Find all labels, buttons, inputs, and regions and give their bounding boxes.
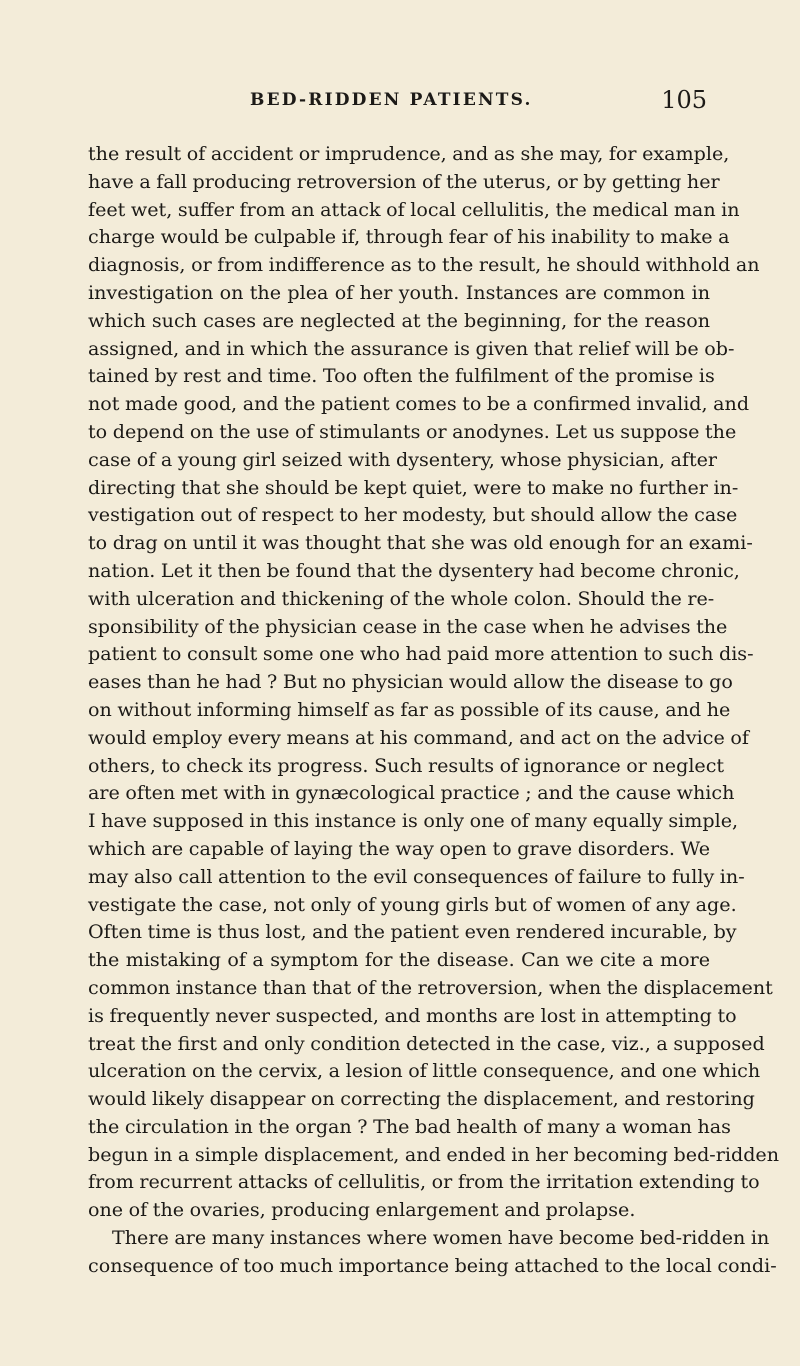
text-line: case of a young girl seized with dysentery, whose physician, after — [88, 447, 718, 471]
text-line: vestigate the case, not only of young girls but of women of any age. — [88, 892, 737, 916]
text-line: nation. Let it then be found that the dysentery had become chronic, — [88, 558, 740, 582]
running-title: BED-RIDDEN PATIENTS. — [250, 90, 533, 110]
text-line: directing that she should be kept quiet, were to make no further in- — [88, 475, 739, 499]
text-line: with ulceration and thickening of the whole colon. Should the re- — [88, 586, 715, 610]
text-line: have a fall producing retroversion of the uterus, or by getting her — [88, 169, 720, 193]
text-line: assigned, and in which the assurance is given that relief will be ob- — [88, 336, 735, 360]
paragraph-end-line: one of the ovaries, producing enlargement and prolapse. — [88, 1198, 636, 1222]
text-line: feet wet, suffer from an attack of local cellulitis, the medical man in — [88, 197, 740, 221]
text-line: from recurrent attacks of cellulitis, or from the irritation extending to — [88, 1170, 760, 1194]
text-line: begun in a simple displacement, and ended in her becoming bed-ridden — [88, 1142, 780, 1166]
body-text — [88, 140, 780, 1280]
text-line: consequence of too much importance being attached to the local condi- — [88, 1253, 777, 1277]
text-line: on without informing himself as far as possible of its cause, and he — [88, 697, 731, 721]
page-number: 105 — [661, 86, 707, 114]
text-line: treat the first and only condition detected in the case, viz., a supposed — [88, 1031, 765, 1055]
running-head — [90, 88, 707, 118]
text-line: tained by rest and time. Too often the fulfilment of the promise is — [88, 364, 715, 388]
text-line: diagnosis, or from indifference as to the result, he should withhold an — [88, 253, 760, 277]
text-line: the circulation in the organ ? The bad health of many a woman has — [88, 1114, 731, 1138]
text-line: are often met with in gynæcological practice ; and the cause which — [88, 781, 735, 805]
text-line: patient to consult some one who had paid more attention to such dis- — [88, 642, 754, 666]
text-line: ulceration on the cervix, a lesion of little consequence, and one which — [88, 1059, 761, 1083]
text-line: eases than he had ? But no physician would allow the disease to go — [88, 670, 733, 694]
text-line: would likely disappear on correcting the displacement, and restoring — [88, 1087, 755, 1111]
text-line: not made good, and the patient comes to be a confirmed invalid, and — [88, 392, 750, 416]
text-line: the mistaking of a symptom for the disease. Can we cite a more — [88, 948, 710, 972]
text-line: Often time is thus lost, and the patient even rendered incurable, by — [88, 920, 737, 944]
text-line: others, to check its progress. Such results of ignorance or neglect — [88, 753, 725, 777]
text-line: would employ every means at his command, and act on the advice of — [88, 725, 749, 749]
text-line: I have supposed in this instance is only one of many equally simple, — [88, 809, 739, 833]
text-line: to drag on until it was thought that she was old enough for an exami- — [88, 531, 753, 555]
text-line: which are capable of laying the way open to grave disorders. We — [88, 836, 710, 860]
text-line: investigation on the plea of her youth. Instances are common in — [88, 280, 710, 304]
text-line: sponsibility of the physician cease in the case when he advises the — [88, 614, 728, 638]
text-line: which such cases are neglected at the beginning, for the reason — [88, 308, 710, 332]
text-line: charge would be culpable if, through fear of his inability to make a — [88, 225, 730, 249]
text-line: common instance than that of the retroversion, when the displacement — [88, 975, 773, 999]
text-line: to depend on the use of stimulants or anodynes. Let us suppose the — [88, 419, 737, 443]
text-line: the result of accident or imprudence, and as she may, for example, — [88, 142, 730, 165]
text-line: vestigation out of respect to her modesty, but should allow the case — [88, 503, 738, 527]
text-line: is frequently never suspected, and months are lost in attempting to — [88, 1003, 737, 1027]
text-line: may also call attention to the evil consequences of failure to fully in- — [88, 864, 745, 888]
paragraph-start-line: There are many instances where women have become bed-ridden in — [112, 1226, 770, 1250]
